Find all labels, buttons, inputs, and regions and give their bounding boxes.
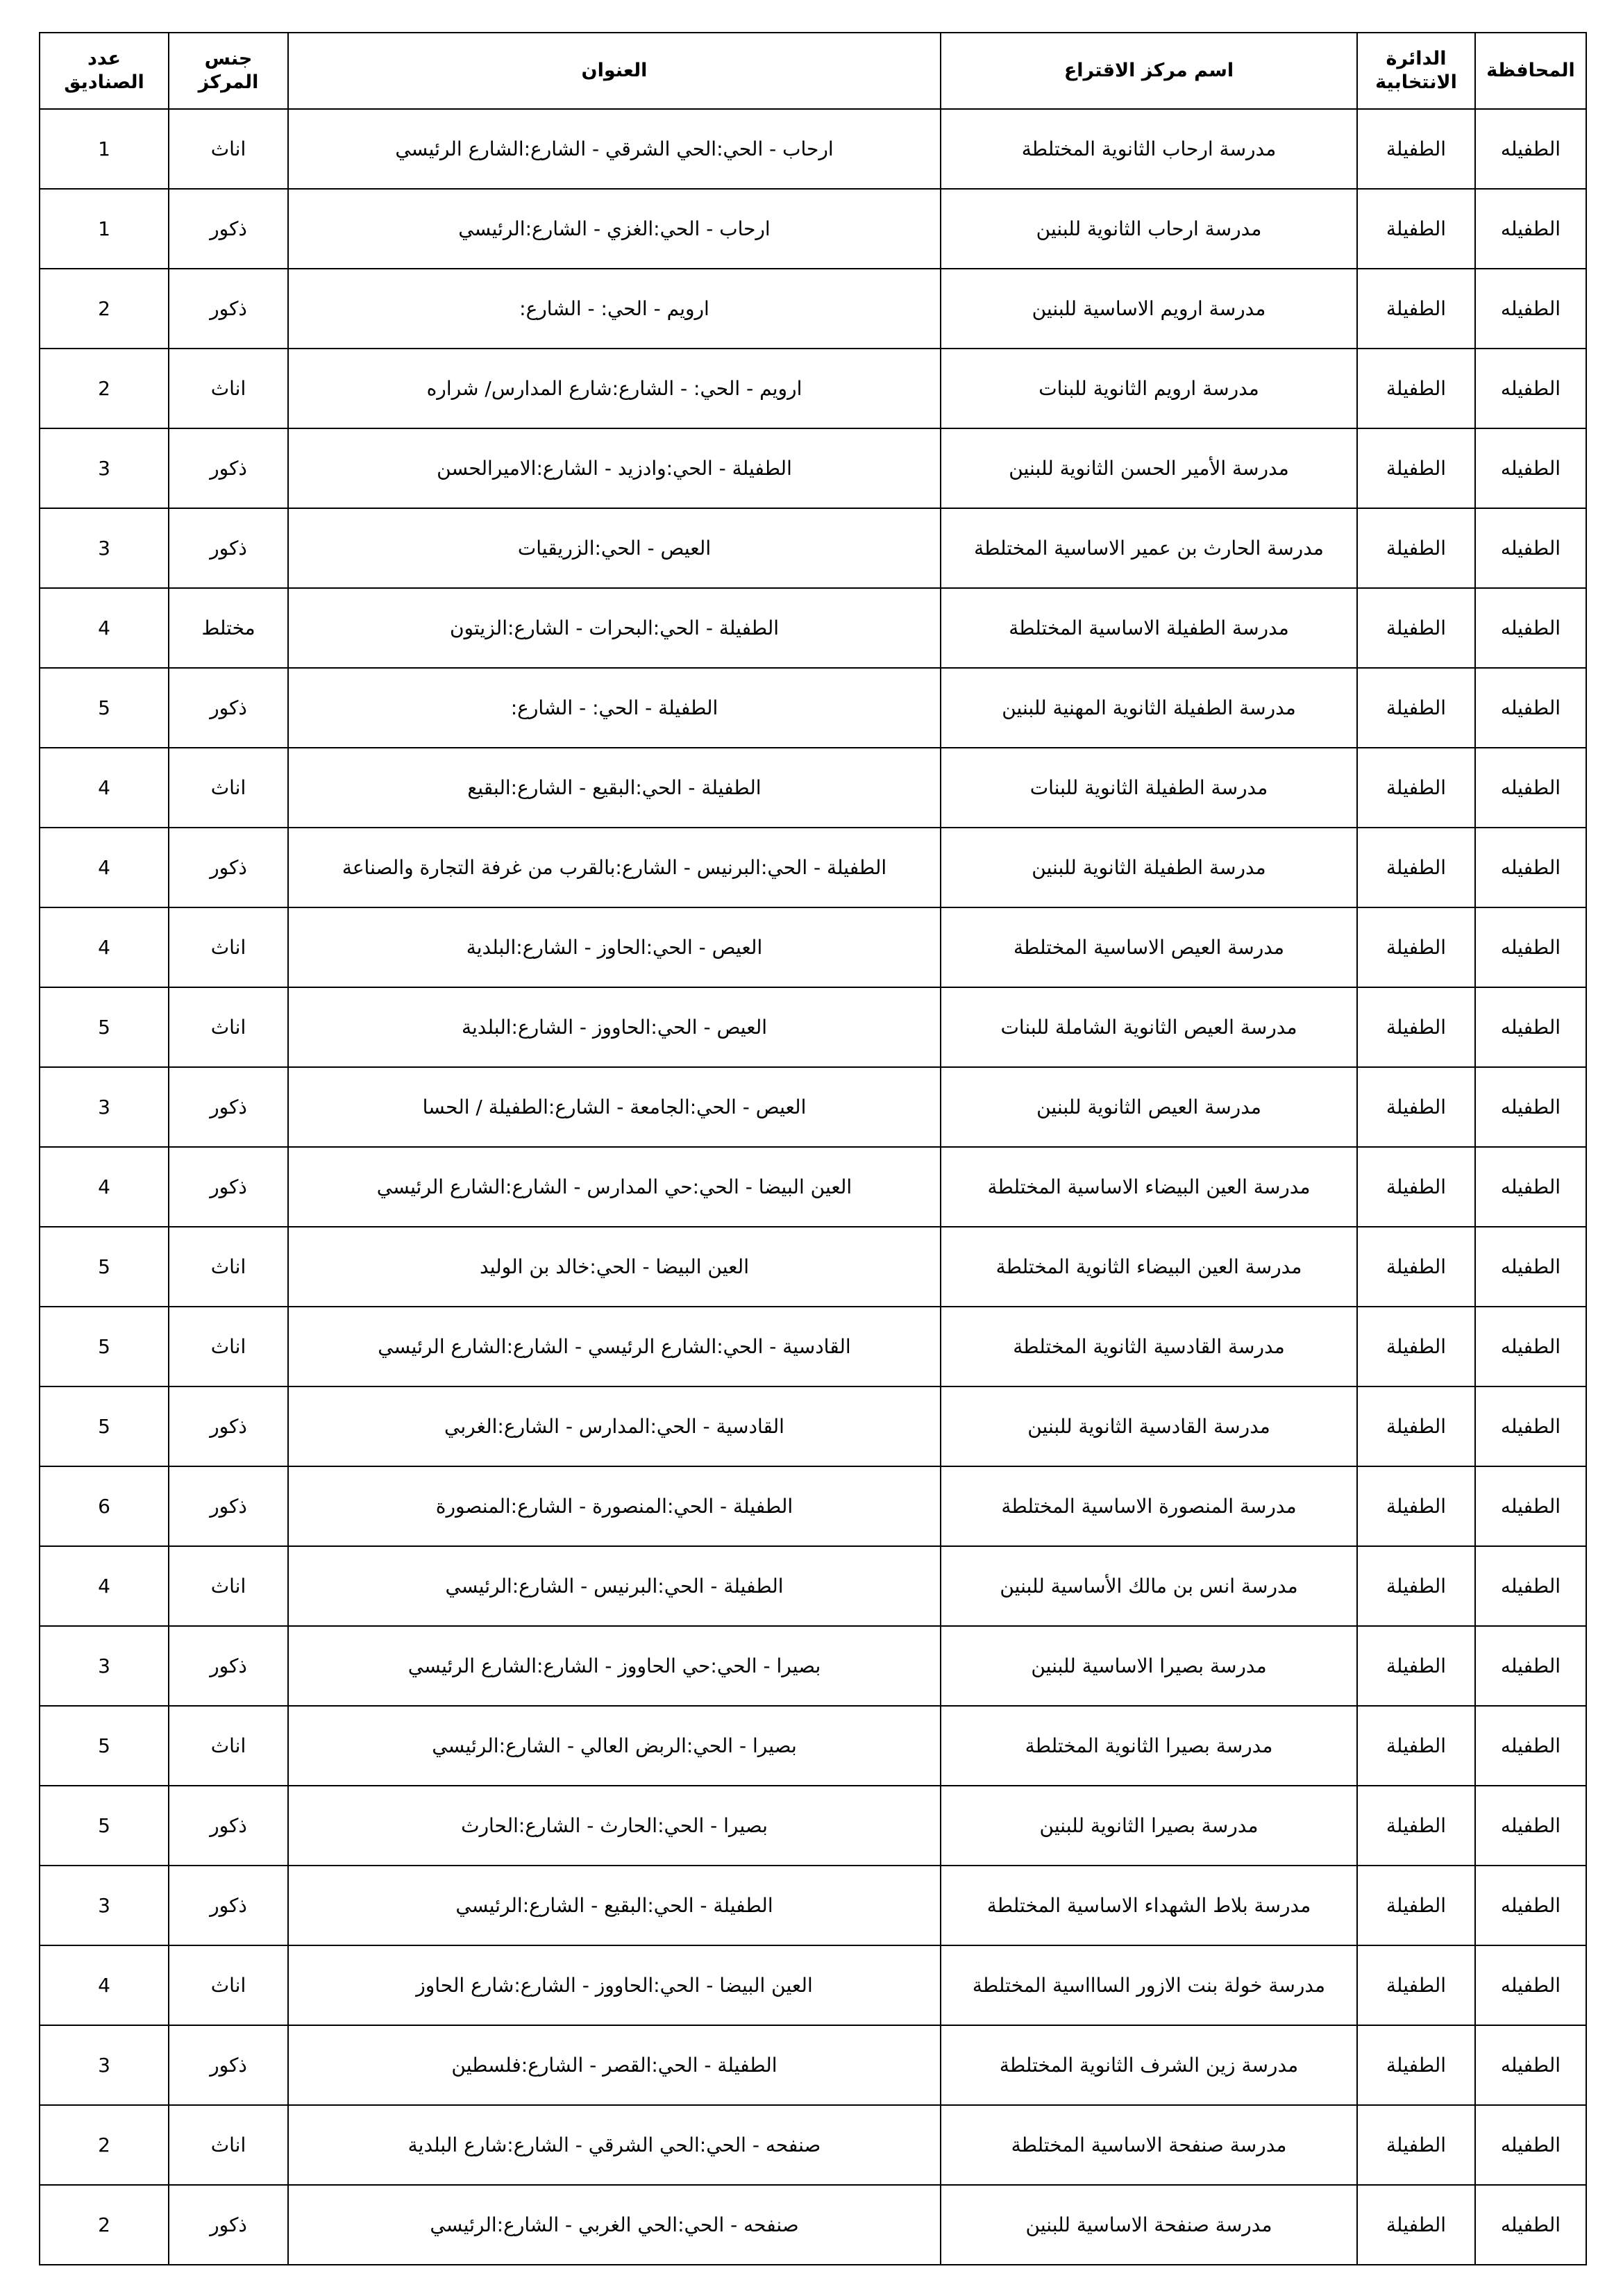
cell-box-count: 5 [40, 668, 169, 748]
cell-center-gender: اناث [169, 1945, 288, 2025]
cell-district: الطفيلة [1357, 588, 1475, 668]
cell-address: العيص - الحي:الزريقيات [288, 508, 941, 588]
cell-center-gender: ذكور [169, 269, 288, 349]
cell-center-gender: ذكور [169, 1626, 288, 1706]
cell-center-name: مدرسة الطفيلة الثانوية المهنية للبنين [941, 668, 1357, 748]
cell-district: الطفيلة [1357, 1466, 1475, 1546]
cell-box-count: 3 [40, 508, 169, 588]
cell-center-name: مدرسة انس بن مالك الأساسية للبنين [941, 1546, 1357, 1626]
cell-address: الطفيلة - الحي:البحرات - الشارع:الزيتون [288, 588, 941, 668]
cell-box-count: 2 [40, 349, 169, 428]
table-row [40, 2185, 1586, 2265]
cell-center-name: مدرسة ارويم الاساسية للبنين [941, 269, 1357, 349]
header-box-count: عدد الصناديق [40, 33, 169, 109]
cell-district: الطفيلة [1357, 2105, 1475, 2185]
cell-governorate: الطفيله [1475, 1386, 1586, 1466]
cell-box-count: 4 [40, 828, 169, 907]
cell-district: الطفيلة [1357, 1945, 1475, 2025]
cell-district: الطفيلة [1357, 269, 1475, 349]
cell-governorate: الطفيله [1475, 189, 1586, 269]
table-row [40, 1466, 1586, 1546]
cell-governorate: الطفيله [1475, 1706, 1586, 1786]
cell-box-count: 5 [40, 1786, 169, 1866]
cell-governorate: الطفيله [1475, 1866, 1586, 1945]
cell-center-gender: ذكور [169, 2025, 288, 2105]
cell-district: الطفيلة [1357, 1307, 1475, 1386]
cell-center-name: مدرسة ارحاب الثانوية المختلطة [941, 109, 1357, 189]
cell-address: بصيرا - الحي:الربض العالي - الشارع:الرئيسي [288, 1706, 941, 1786]
cell-address: العيص - الحي:الحاووز - الشارع:البلدية [288, 987, 941, 1067]
table-row [40, 269, 1586, 349]
cell-address: العين البيضا - الحي:خالد بن الوليد [288, 1227, 941, 1307]
cell-box-count: 3 [40, 2025, 169, 2105]
cell-center-gender: ذكور [169, 668, 288, 748]
cell-center-name: مدرسة خولة بنت الازور الساااسية المختلطة [941, 1945, 1357, 2025]
cell-center-name: مدرسة صنفحة الاساسية المختلطة [941, 2105, 1357, 2185]
table-row [40, 189, 1586, 269]
cell-box-count: 5 [40, 987, 169, 1067]
cell-box-count: 4 [40, 907, 169, 987]
cell-center-name: مدرسة الطفيلة الثانوية للبنين [941, 828, 1357, 907]
table-row [40, 109, 1586, 189]
cell-governorate: الطفيله [1475, 828, 1586, 907]
cell-center-gender: اناث [169, 987, 288, 1067]
table-row [40, 1227, 1586, 1307]
cell-address: بصيرا - الحي:حي الحاووز - الشارع:الشارع الرئيسي [288, 1626, 941, 1706]
table-row [40, 1386, 1586, 1466]
cell-governorate: الطفيله [1475, 2185, 1586, 2265]
header-center-gender: جنس المركز [169, 33, 288, 109]
cell-box-count: 4 [40, 1945, 169, 2025]
cell-district: الطفيلة [1357, 1546, 1475, 1626]
cell-center-name: مدرسة بصيرا الثانوية المختلطة [941, 1706, 1357, 1786]
table-header-row [40, 33, 1586, 109]
cell-box-count: 1 [40, 189, 169, 269]
cell-district: الطفيلة [1357, 428, 1475, 508]
cell-center-name: مدرسة ارحاب الثانوية للبنين [941, 189, 1357, 269]
cell-address: الطفيلة - الحي:البقيع - الشارع:البقيع [288, 748, 941, 828]
cell-address: العيص - الحي:الحاوز - الشارع:البلدية [288, 907, 941, 987]
cell-address: الطفيلة - الحي:البرنيس - الشارع:بالقرب من غرفة التجارة والصناعة [288, 828, 941, 907]
cell-governorate: الطفيله [1475, 1626, 1586, 1706]
cell-address: الطفيلة - الحي:القصر - الشارع:فلسطين [288, 2025, 941, 2105]
cell-governorate: الطفيله [1475, 748, 1586, 828]
header-center-name: اسم مركز الاقتراع [941, 33, 1357, 109]
cell-center-gender: اناث [169, 1227, 288, 1307]
cell-center-name: مدرسة العيص الثانوية للبنين [941, 1067, 1357, 1147]
table-row [40, 1706, 1586, 1786]
cell-center-name: مدرسة القادسية الثانوية للبنين [941, 1386, 1357, 1466]
cell-box-count: 3 [40, 1866, 169, 1945]
cell-district: الطفيلة [1357, 1626, 1475, 1706]
cell-box-count: 4 [40, 1546, 169, 1626]
cell-governorate: الطفيله [1475, 907, 1586, 987]
cell-governorate: الطفيله [1475, 428, 1586, 508]
cell-district: الطفيلة [1357, 828, 1475, 907]
cell-center-gender: اناث [169, 748, 288, 828]
table-row [40, 1147, 1586, 1227]
cell-center-name: مدرسة العين البيضاء الثانوية المختلطة [941, 1227, 1357, 1307]
cell-center-name: مدرسة الحارث بن عمير الاساسية المختلطة [941, 508, 1357, 588]
table-row [40, 748, 1586, 828]
cell-address: بصيرا - الحي:الحارث - الشارع:الحارث [288, 1786, 941, 1866]
cell-governorate: الطفيله [1475, 588, 1586, 668]
cell-governorate: الطفيله [1475, 349, 1586, 428]
cell-address: الطفيلة - الحي:وادزيد - الشارع:الاميرالحسن [288, 428, 941, 508]
cell-district: الطفيلة [1357, 508, 1475, 588]
cell-governorate: الطفيله [1475, 2105, 1586, 2185]
cell-center-name: مدرسة صنفحة الاساسية للبنين [941, 2185, 1357, 2265]
cell-governorate: الطفيله [1475, 1147, 1586, 1227]
cell-center-gender: ذكور [169, 1466, 288, 1546]
cell-governorate: الطفيله [1475, 2025, 1586, 2105]
cell-address: الطفيلة - الحي:المنصورة - الشارع:المنصورة [288, 1466, 941, 1546]
cell-governorate: الطفيله [1475, 1786, 1586, 1866]
table-row [40, 2025, 1586, 2105]
cell-center-gender: اناث [169, 907, 288, 987]
cell-box-count: 5 [40, 1386, 169, 1466]
cell-box-count: 4 [40, 1147, 169, 1227]
cell-address: صنفحه - الحي:الحي الغربي - الشارع:الرئيسي [288, 2185, 941, 2265]
cell-governorate: الطفيله [1475, 1466, 1586, 1546]
table-row [40, 668, 1586, 748]
cell-box-count: 6 [40, 1466, 169, 1546]
cell-district: الطفيلة [1357, 748, 1475, 828]
table-row [40, 1866, 1586, 1945]
cell-center-gender: ذكور [169, 428, 288, 508]
table-row [40, 907, 1586, 987]
cell-box-count: 5 [40, 1227, 169, 1307]
cell-district: الطفيلة [1357, 668, 1475, 748]
cell-box-count: 1 [40, 109, 169, 189]
cell-district: الطفيلة [1357, 1147, 1475, 1227]
table-row [40, 588, 1586, 668]
cell-district: الطفيلة [1357, 1227, 1475, 1307]
cell-district: الطفيلة [1357, 1866, 1475, 1945]
cell-address: الطفيلة - الحي: - الشارع: [288, 668, 941, 748]
cell-box-count: 2 [40, 269, 169, 349]
table-row [40, 1786, 1586, 1866]
cell-district: الطفيلة [1357, 189, 1475, 269]
polling-centers-table [39, 32, 1587, 2265]
table-row [40, 1307, 1586, 1386]
polling-centers-table-wrapper [39, 32, 1586, 2265]
cell-governorate: الطفيله [1475, 508, 1586, 588]
cell-center-gender: اناث [169, 1546, 288, 1626]
cell-box-count: 4 [40, 748, 169, 828]
cell-governorate: الطفيله [1475, 1067, 1586, 1147]
cell-center-name: مدرسة بصيرا الثانوية للبنين [941, 1786, 1357, 1866]
cell-center-gender: اناث [169, 1307, 288, 1386]
cell-address: ارحاب - الحي:الغزي - الشارع:الرئيسي [288, 189, 941, 269]
cell-center-gender: اناث [169, 109, 288, 189]
cell-box-count: 3 [40, 1067, 169, 1147]
cell-center-name: مدرسة المنصورة الاساسية المختلطة [941, 1466, 1357, 1546]
cell-center-name: مدرسة بلاط الشهداء الاساسية المختلطة [941, 1866, 1357, 1945]
cell-governorate: الطفيله [1475, 668, 1586, 748]
cell-district: الطفيلة [1357, 1786, 1475, 1866]
cell-address: الطفيلة - الحي:البقيع - الشارع:الرئيسي [288, 1866, 941, 1945]
cell-address: القادسية - الحي:المدارس - الشارع:الغربي [288, 1386, 941, 1466]
cell-center-gender: ذكور [169, 189, 288, 269]
cell-box-count: 2 [40, 2185, 169, 2265]
cell-district: الطفيلة [1357, 907, 1475, 987]
table-row [40, 508, 1586, 588]
cell-box-count: 2 [40, 2105, 169, 2185]
cell-box-count: 3 [40, 428, 169, 508]
cell-center-gender: اناث [169, 349, 288, 428]
cell-district: الطفيلة [1357, 349, 1475, 428]
cell-center-gender: ذكور [169, 1866, 288, 1945]
cell-address: ارويم - الحي: - الشارع:شارع المدارس/ شراره [288, 349, 941, 428]
cell-governorate: الطفيله [1475, 1307, 1586, 1386]
table-row [40, 2105, 1586, 2185]
cell-district: الطفيلة [1357, 109, 1475, 189]
cell-governorate: الطفيله [1475, 269, 1586, 349]
cell-center-gender: ذكور [169, 1386, 288, 1466]
cell-address: صنفحه - الحي:الحي الشرقي - الشارع:شارع البلدية [288, 2105, 941, 2185]
cell-address: العين البيضا - الحي:حي المدارس - الشارع:الشارع الرئيسي [288, 1147, 941, 1227]
cell-box-count: 3 [40, 1626, 169, 1706]
cell-governorate: الطفيله [1475, 109, 1586, 189]
table-row [40, 1626, 1586, 1706]
header-address: العنوان [288, 33, 941, 109]
table-body [40, 109, 1586, 2265]
cell-box-count: 5 [40, 1706, 169, 1786]
cell-box-count: 5 [40, 1307, 169, 1386]
cell-box-count: 4 [40, 588, 169, 668]
cell-governorate: الطفيله [1475, 1227, 1586, 1307]
header-governorate: المحافظة [1475, 33, 1586, 109]
table-row [40, 1546, 1586, 1626]
cell-governorate: الطفيله [1475, 1945, 1586, 2025]
cell-address: ارويم - الحي: - الشارع: [288, 269, 941, 349]
table-row [40, 1067, 1586, 1147]
cell-center-gender: ذكور [169, 1786, 288, 1866]
cell-center-name: مدرسة بصيرا الاساسية للبنين [941, 1626, 1357, 1706]
cell-center-name: مدرسة الطفيلة الثانوية للبنات [941, 748, 1357, 828]
cell-center-gender: ذكور [169, 508, 288, 588]
cell-address: ارحاب - الحي:الحي الشرقي - الشارع:الشارع الرئيسي [288, 109, 941, 189]
cell-center-name: مدرسة زين الشرف الثانوية المختلطة [941, 2025, 1357, 2105]
cell-center-gender: مختلط [169, 588, 288, 668]
table-row [40, 349, 1586, 428]
cell-address: العين البيضا - الحي:الحاووز - الشارع:شارع الحاوز [288, 1945, 941, 2025]
table-row [40, 428, 1586, 508]
table-row [40, 987, 1586, 1067]
cell-center-gender: ذكور [169, 1067, 288, 1147]
cell-center-name: مدرسة الأمير الحسن الثانوية للبنين [941, 428, 1357, 508]
table-row [40, 828, 1586, 907]
cell-district: الطفيلة [1357, 2185, 1475, 2265]
cell-center-name: مدرسة العيص الاساسية المختلطة [941, 907, 1357, 987]
cell-center-name: مدرسة القادسية الثانوية المختلطة [941, 1307, 1357, 1386]
cell-center-name: مدرسة ارويم الثانوية للبنات [941, 349, 1357, 428]
cell-district: الطفيلة [1357, 1706, 1475, 1786]
cell-address: الطفيلة - الحي:البرنيس - الشارع:الرئيسي [288, 1546, 941, 1626]
cell-center-gender: ذكور [169, 828, 288, 907]
cell-address: العيص - الحي:الجامعة - الشارع:الطفيلة / الحسا [288, 1067, 941, 1147]
cell-district: الطفيلة [1357, 1067, 1475, 1147]
cell-center-name: مدرسة العين البيضاء الاساسية المختلطة [941, 1147, 1357, 1227]
cell-center-gender: اناث [169, 2105, 288, 2185]
cell-governorate: الطفيله [1475, 1546, 1586, 1626]
table-row [40, 1945, 1586, 2025]
cell-center-gender: اناث [169, 1706, 288, 1786]
cell-governorate: الطفيله [1475, 987, 1586, 1067]
cell-district: الطفيلة [1357, 987, 1475, 1067]
cell-center-name: مدرسة الطفيلة الاساسية المختلطة [941, 588, 1357, 668]
cell-district: الطفيلة [1357, 1386, 1475, 1466]
cell-district: الطفيلة [1357, 2025, 1475, 2105]
header-district: الدائرة الانتخابية [1357, 33, 1475, 109]
cell-center-name: مدرسة العيص الثانوية الشاملة للبنات [941, 987, 1357, 1067]
cell-address: القادسية - الحي:الشارع الرئيسي - الشارع:الشارع الرئيسي [288, 1307, 941, 1386]
cell-center-gender: ذكور [169, 2185, 288, 2265]
cell-center-gender: ذكور [169, 1147, 288, 1227]
